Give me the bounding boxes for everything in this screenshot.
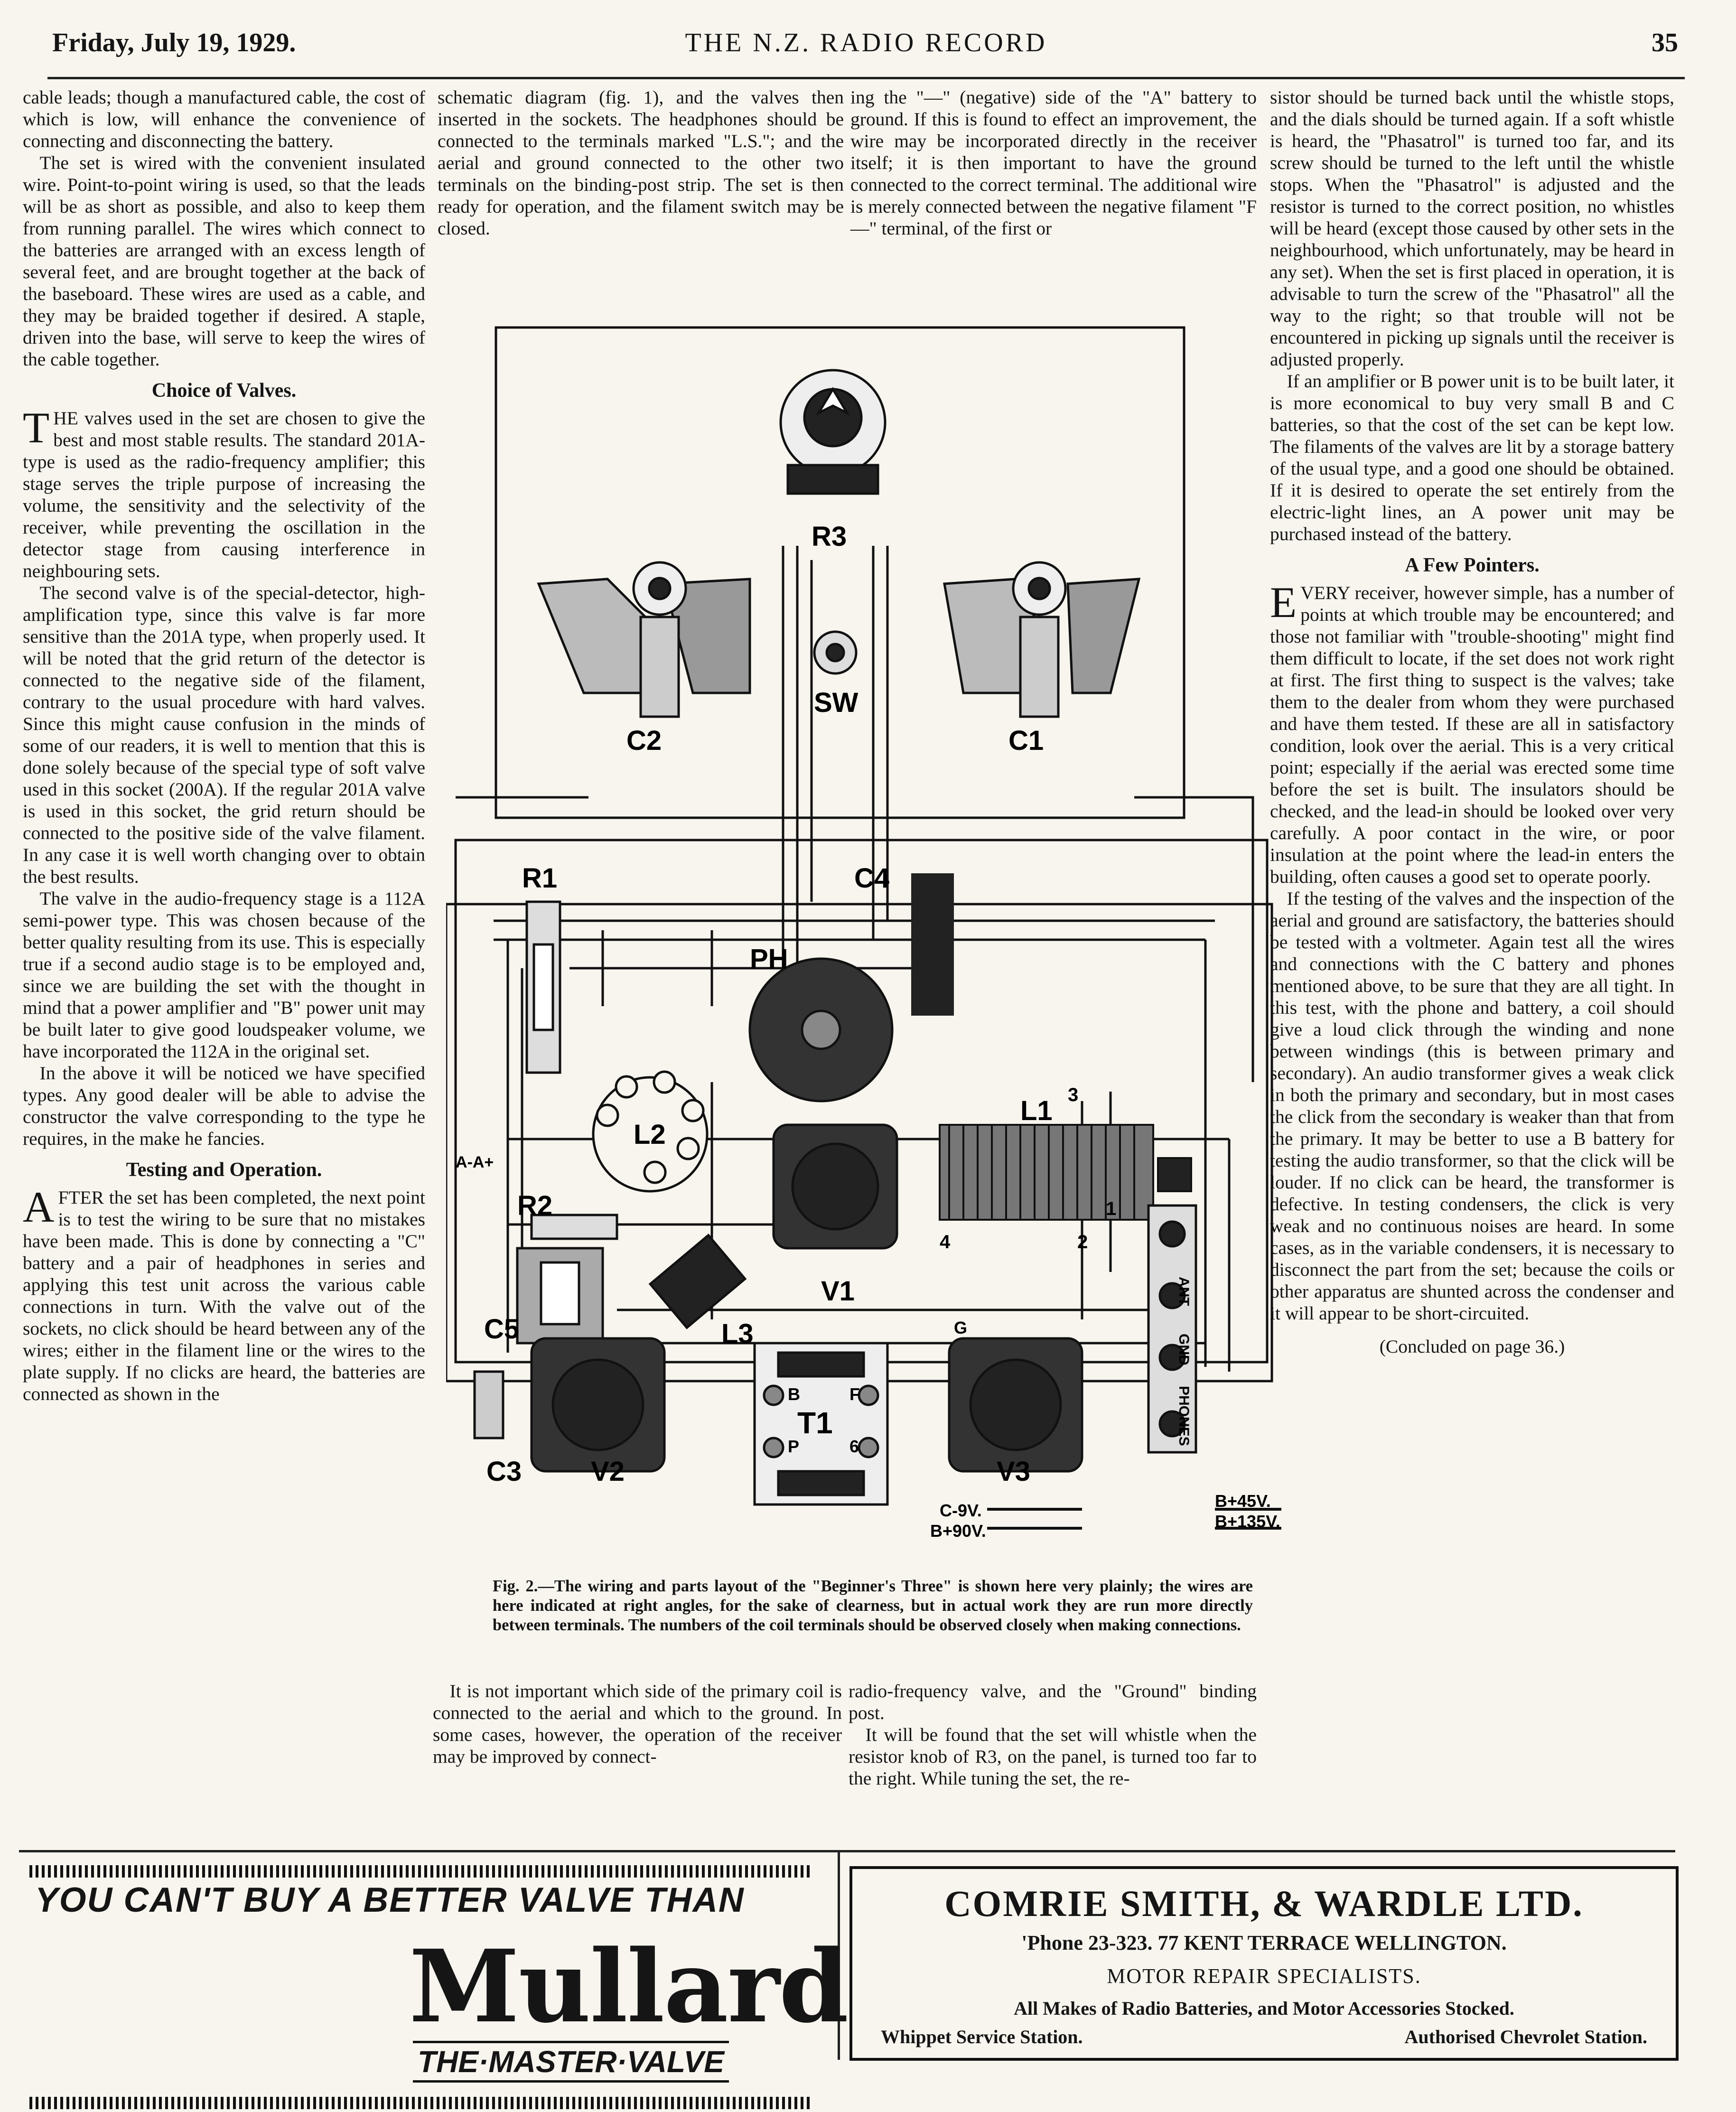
label-ph: PH — [750, 944, 788, 974]
page-number: 35 — [1652, 28, 1678, 57]
drop-cap: E — [1270, 578, 1297, 626]
paragraph: The set is wired with the convenient insulated wire. Point-to-point wiring is used, so that the leads will be as short as possible, and also to keep them from running parallel. The wires which connect to the batteries are arranged with an excess length of several feet, and are brought together at the back of the baseboard. These wires are used as a cable, and they may be braided together if desired. A staple, driven into the base, will serve to keep the wires of the cable together. — [23, 152, 425, 370]
label-c-9v: C-9V. — [940, 1501, 982, 1520]
section-heading-valves: Choice of Valves. — [151, 380, 297, 402]
wiring-diagram — [446, 323, 1281, 1552]
company-name: COMRIE SMITH, & WARDLE LTD. — [944, 1883, 1584, 1924]
terminal-1: 1 — [1106, 1198, 1117, 1219]
paragraph: It is not important which side of the primary coil is connected to the aerial and which to the ground. In some cases, however, the operation of the receiver may be improved by connect- — [433, 1681, 842, 1767]
label-gnd: GND — [1176, 1334, 1192, 1365]
label-r1: R1 — [522, 863, 558, 894]
company-phone-address: 'Phone 23-323. 77 KENT TERRACE WELLINGTON. — [1021, 1931, 1507, 1954]
valve-socket-v3 — [949, 1338, 1082, 1471]
label-v1: V1 — [821, 1276, 855, 1307]
company-stock: All Makes of Radio Batteries, and Motor Accessories Stocked. — [1014, 1998, 1514, 2019]
label-v3: V3 — [997, 1456, 1030, 1487]
resistor-r3 — [781, 370, 885, 494]
paragraph: It will be found that the set will whistle when the resistor knob of R3, on the panel, is turned too far to the right. While tuning the set, the re- — [849, 1724, 1257, 1789]
page-header — [47, 25, 1685, 79]
condenser-c2 — [539, 562, 750, 717]
column-3-bottom — [849, 1680, 1257, 1789]
label-v2: V2 — [591, 1456, 625, 1487]
label-l3: L3 — [721, 1318, 754, 1349]
paragraph: In the above it will be noticed we have specified types. Any good dealer will be able to advise the constructor the valve corresponding to the type he requires, in the make he fancies. — [23, 1063, 425, 1149]
condenser-c4 — [911, 873, 954, 1016]
figure-caption: Fig. 2.—The wiring and parts layout of the "Beginner's Three" is shown here very plainly; the wires are here indicated at right angles, for the sake of clearness, but in actual work they are run more directly between terminals. The numbers of the coil terminals should be observed closely when making connections. — [493, 1577, 1253, 1634]
publication-title: THE N.Z. RADIO RECORD — [685, 28, 1047, 57]
separator-rule — [19, 1850, 1675, 1852]
continued-note: (Concluded on page 36.) — [1379, 1336, 1565, 1357]
column-4 — [1270, 86, 1674, 1357]
terminal-2: 2 — [1077, 1232, 1088, 1252]
switch-sw — [814, 632, 856, 673]
label-phones: PHONES — [1176, 1386, 1192, 1446]
pin-g: G — [954, 1318, 968, 1337]
paragraph: If an amplifier or B power unit is to be built later, it is more economical to buy very small B and C batteries, so that the cost of the set can be kept low. The filaments of the valves are lit by a storage battery of the usual type, and a good one should be obtained. If it is desired to operate the set entirely from the electric-light lines, an A power unit may be purchased instead of the battery. — [1270, 371, 1674, 544]
paragraph: The valve in the audio-frequency stage is a 112A semi-power type. This was chosen because of the better quality resulting from its use. This is especially true if a second audio stage is to be employed and, since we are building the set with the thought in mind that a power amplifier and "B" power unit may be built later to give good loudspeaker volume, we have incorporated the 112A in the original set. — [23, 888, 425, 1062]
paragraph: ing the "—" (negative) side of the "A" battery to ground. If this is found to effect an improvement, the wire may be incorporated directly in the receiver itself; it is then important to have the ground connected to the correct terminal. The additional wire is merely connected between the negative filament "F—" terminal, of the first or — [850, 87, 1257, 239]
whippet-station: Whippet Service Station. — [881, 2026, 1083, 2047]
label-c2: C2 — [626, 725, 662, 756]
column-3-top — [850, 86, 1257, 239]
label-c1: C1 — [1008, 725, 1044, 756]
terminal-3: 3 — [1068, 1084, 1079, 1105]
company-service: MOTOR REPAIR SPECIALISTS. — [1107, 1964, 1421, 1988]
terminal-6: 6 — [849, 1437, 859, 1456]
choke-l3 — [650, 1235, 745, 1328]
terminal-4: 4 — [940, 1232, 951, 1252]
paragraph: radio-frequency valve, and the "Ground" binding post. — [849, 1681, 1257, 1723]
label-l1: L1 — [1020, 1095, 1053, 1126]
valve-socket-v2 — [532, 1338, 664, 1471]
paragraph: AFTER the set has been completed, the next point is to test the wiring to be sure that no mistakes have been made. This is done by connecting a "C" battery and a pair of headphones in series and applying this test unit across the various cable connections in turn. With the valve out of the sockets, no click should be heard between any of the wires; either in the filament line or the wires to the plate supply. If no clicks are heard, the batteries are connected as shown in the — [23, 1183, 425, 1404]
condenser-c1 — [944, 562, 1139, 717]
phasatrol-ph — [750, 959, 892, 1101]
paragraph: The second valve is of the special-detector, high-amplification type, since this valve is far more sensitive than the 201A type, when properly used. It will be noted that the grid return of the detector is connected to the negative side of the filament, contrary to the usual procedure with hard valves. Since this might cause confusion in the minds of some of our readers, it is well to mention that this is done solely because of the special type of soft valve used in this socket (200A). If the regular 201A valve is used in this socket, the grid return should be connected to the positive side of the valve filament. In any case it is well worth changing over to obtain the best results. — [23, 582, 425, 887]
label-t1: T1 — [797, 1406, 833, 1440]
column-2-bottom — [433, 1680, 842, 1767]
paragraph: sistor should be turned back until the whistle stops, and the dials should be turned again. If a soft whistle is heard, the "Phasatrol" is turned too far, and its screw should be turned to the left until the whistle stops. When the "Phasatrol" is adjusted and the resistor is turned to the correct position, no whistles will be heard (except those caused by other sets in the neighbourhood, which unfortunately, may be heard in any set). When the set is first placed in operation, it is advisable to turn the screw of the "Phasatrol" all the way to the right; so that trouble will not be encountered in picking up signals until the receiver is adjusted properly. — [1270, 87, 1674, 370]
valve-socket-v1 — [774, 1125, 897, 1248]
chevrolet-station: Authorised Chevrolet Station. — [1404, 2026, 1647, 2047]
label-a-battery: A-A+ — [456, 1153, 494, 1171]
label-c4: C4 — [854, 863, 890, 894]
label-b-45v: B+45V. — [1215, 1491, 1271, 1511]
advert-tagline: YOU CAN'T BUY A BETTER VALVE THAN — [35, 1881, 745, 1919]
label-r2: R2 — [517, 1190, 553, 1221]
label-sw: SW — [814, 687, 859, 718]
label-b-135v: B+135V. — [1215, 1512, 1280, 1531]
resistor-r1 — [527, 902, 560, 1073]
condenser-c3 — [475, 1372, 503, 1438]
drop-cap: A — [23, 1183, 55, 1231]
mullard-logo: Mullard — [409, 1928, 848, 2045]
label-c5: C5 — [484, 1314, 520, 1345]
section-heading-pointers: A Few Pointers. — [1405, 554, 1540, 576]
resistor-r2-condenser-c5 — [517, 1215, 617, 1343]
issue-date: Friday, July 19, 1929. — [52, 28, 296, 57]
section-heading-testing: Testing and Operation. — [126, 1159, 322, 1181]
column-2-top — [438, 86, 844, 239]
mullard-advert — [29, 1865, 848, 2112]
mullard-slogan: THE·MASTER·VALVE — [413, 2041, 729, 2083]
paragraph: THE valves used in the set are chosen to give the best and most stable results. The standard 201A-type is used as the radio-frequency amplifier; this stage serves the triple purpose of increasing the volume, the sensitivity and the selectivity of the receiver, while preventing the oscillation in the detector stage from causing interference in neighbouring sets. — [23, 403, 425, 581]
paragraph: cable leads; though a manufactured cable, the cost of which is low, will enhance the convenience of connecting and disconnecting the battery. — [23, 87, 425, 151]
pin-f: F — [849, 1384, 860, 1404]
paragraph: EVERY receiver, however simple, has a number of points at which trouble may be encountered; and those not familiar with "trouble-shooting" might find them difficult to locate, if the set does not work right at first. The first thing to suspect is the valves; take them to the dealer from whom they were purchased and have them tested. If these are all in satisfactory condition, look over the aerial. This is a very critical point; especially if the aerial was erected some time before the set is built. The insulators should be checked, and the lead-in should be looked over very carefully. A poor contact in the wire, or poor insulation at the point where the lead-in enters the building, often causes a good set to operate poorly. — [1270, 578, 1674, 887]
decorative-bars — [29, 1865, 812, 1878]
paragraph: schematic diagram (fig. 1), and the valves then inserted in the sockets. The headphones should be connected to the terminals marked "L.S."; and the aerial and ground connected to the other two terminals on the binding-post strip. The set is then ready for operation, and the filament switch may be closed. — [438, 87, 844, 239]
label-r3: R3 — [812, 521, 847, 552]
label-c3: C3 — [486, 1456, 522, 1487]
drop-cap: T — [23, 403, 50, 452]
paragraph: If the testing of the valves and the inspection of the aerial and ground are satisfactory, the batteries should be tested with a voltmeter. Again test all the wires and connections with the C battery and phones mentioned above, to be sure that they are all tight. In this test, with the phone and battery, a coil should give a loud click through the winding and none between windings (this is between primary and secondary). An audio transformer gives a weak click in both the primary and secondary, but in most cases the click from the secondary is weaker than that from the primary. It may be better to use a B battery for testing the audio transformer, so that the click will be louder. If no click can be heard, the transformer is defective. In testing condensers, the click is very weak and no continuous noises are heard. In some cases, as in the variable condensers, it is necessary to disconnect the part from the set; because the coils or other apparatus are shunted across the condenser and it will appear to be short-circuited. — [1270, 888, 1674, 1324]
label-l2: L2 — [634, 1119, 666, 1150]
comrie-smith-advert — [849, 1866, 1679, 2061]
pin-b: B — [788, 1384, 800, 1404]
pin-p: P — [788, 1437, 800, 1456]
label-b-90v: B+90V. — [930, 1521, 986, 1541]
label-ant: ANT — [1176, 1277, 1192, 1306]
column-1 — [23, 86, 425, 1405]
